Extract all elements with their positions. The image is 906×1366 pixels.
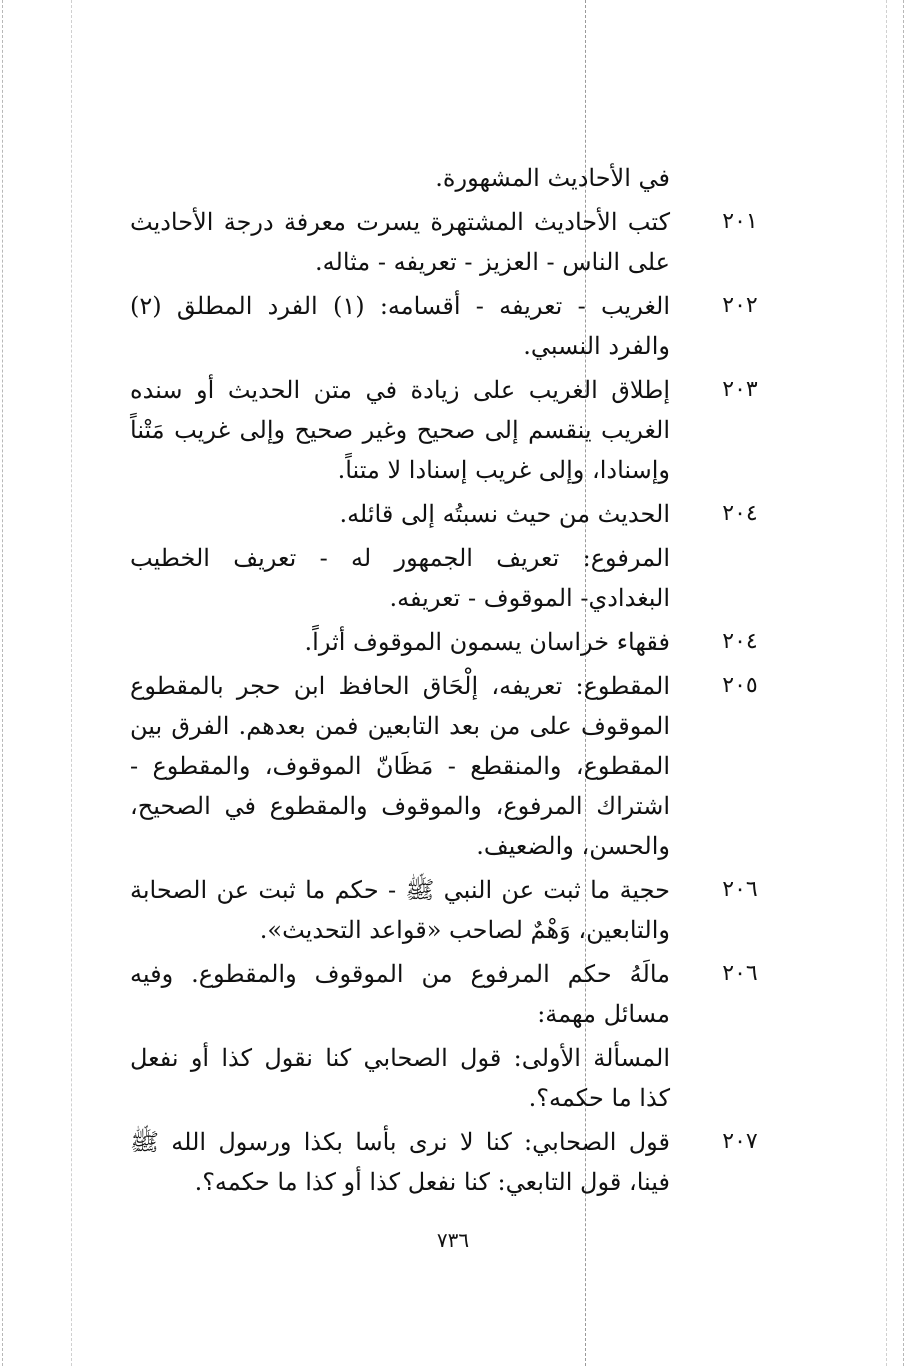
index-entry — [130, 538, 810, 618]
entry-page-number: ٢٠١ — [722, 209, 758, 234]
index-entry — [130, 1038, 810, 1118]
scan-guide-line — [2, 0, 3, 1366]
entry-page-number: ٢٠٣ — [722, 377, 758, 402]
entry-text: الحديث من حيث نسبتُه إلى قائله. — [339, 500, 670, 528]
entry-text: المقطوع: تعريفه، إلْحَاق الحافظ ابن حجر بالمقطوع الموقوف على من بعد التابعين فمن بعدهم. الفرق بين المقطوع، والمنقطع - مَظَانّ الموقوف، والمقطوع - اشتراك المرفوع، والموقوف والمقطوع في الصحيح، والحسن، والضعيف. — [130, 672, 670, 860]
entry-page-number: ٢٠٦ — [722, 961, 758, 986]
index-entry — [130, 370, 810, 490]
entry-text: حجية ما ثبت عن النبي ﷺ - حكم ما ثبت عن الصحابة والتابعين، وَهْمٌ لصاحب «قواعد التحديث». — [130, 876, 670, 944]
entry-text: كتب الأحاديث المشتهرة يسرت معرفة درجة الأحاديث على الناس - العزيز - تعريفه - مثاله. — [130, 208, 670, 276]
index-entry — [130, 622, 810, 662]
entry-text: إطلاق الغريب على زيادة في متن الحديث أو سنده الغريب ينقسم إلى صحيح وغير صحيح وإلى غريب مَتْناً وإسنادا، وإلى غريب إسنادا لا متناً. — [130, 376, 670, 484]
index-entry — [130, 202, 810, 282]
index-list — [130, 158, 810, 1206]
scan-guide-line — [886, 0, 887, 1366]
entry-text: مالَهُ حكم المرفوع من الموقوف والمقطوع. وفيه مسائل مهمة: — [130, 960, 670, 1028]
entry-page-number: ٢٠٤ — [722, 501, 758, 526]
entry-text: المسألة الأولى: قول الصحابي كنا نقول كذا أو نفعل كذا ما حكمه؟. — [130, 1044, 670, 1112]
page-number: ٧٣٦ — [436, 1228, 470, 1252]
entry-page-number: ٢٠٧ — [722, 1129, 758, 1154]
index-entry — [130, 286, 810, 366]
index-entry — [130, 954, 810, 1034]
index-entry — [130, 1122, 810, 1202]
index-entry — [130, 158, 810, 198]
scan-guide-line — [903, 0, 904, 1366]
entry-page-number: ٢٠٢ — [722, 293, 758, 318]
entry-text: الغريب - تعريفه - أقسامه: (١) الفرد المطلق (٢) والفرد النسبي. — [130, 292, 670, 360]
entry-text: في الأحاديث المشهورة. — [435, 164, 670, 192]
scan-guide-line — [71, 0, 72, 1366]
entry-text: المرفوع: تعريف الجمهور له - تعريف الخطيب البغدادي- الموقوف - تعريفه. — [130, 544, 670, 612]
index-entry — [130, 494, 810, 534]
index-entry — [130, 666, 810, 866]
index-entry — [130, 870, 810, 950]
entry-page-number: ٢٠٥ — [722, 673, 758, 698]
entry-text: فقهاء خراسان يسمون الموقوف أثراً. — [304, 628, 670, 656]
entry-page-number: ٢٠٦ — [722, 877, 758, 902]
entry-text: قول الصحابي: كنا لا نرى بأسا بكذا ورسول الله ﷺ فينا، قول التابعي: كنا نفعل كذا أو كذا ما حكمه؟. — [130, 1128, 670, 1196]
entry-page-number: ٢٠٤ — [722, 629, 758, 654]
